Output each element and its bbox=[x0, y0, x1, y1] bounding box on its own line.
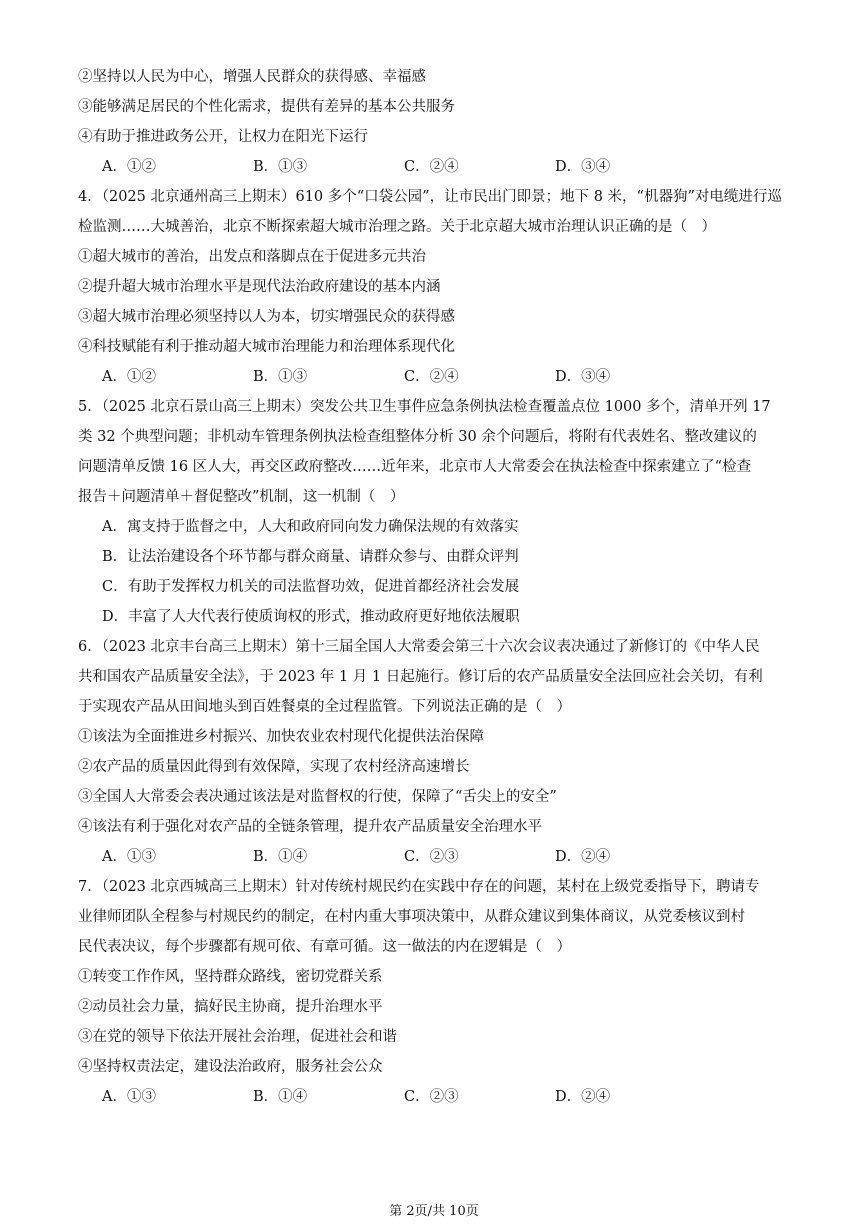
statement-item: ②坚持以人民为中心，增强人民群众的获得感、幸福感 bbox=[78, 69, 426, 85]
option-c[interactable]: C．有助于发挥权力机关的司法监督功效，促进首都经济社会发展 bbox=[102, 579, 520, 595]
question-5 bbox=[78, 392, 798, 632]
question-stem-line: 检监测……大城善治，北京不断探索超大城市治理之路。关于北京超大城市治理认识正确的是（ ） bbox=[78, 219, 716, 235]
question-stem-line: 7．（2023 北京西城高三上期末）针对传统村规民约在实践中存在的问题，某村在上级党委指导下，聘请专 bbox=[78, 879, 760, 895]
choice-a[interactable]: A．①② bbox=[102, 369, 156, 385]
statement-item: ①该法为全面推进乡村振兴、加快农业农村现代化提供法治保障 bbox=[78, 729, 484, 745]
choice-b[interactable]: B．①③ bbox=[253, 159, 308, 175]
statement-item: ②动员社会力量，搞好民主协商，提升治理水平 bbox=[78, 999, 383, 1015]
statement-item: ②提升超大城市治理水平是现代法治政府建设的基本内涵 bbox=[78, 279, 441, 295]
question-stem-line: 共和国农产品质量安全法》，于 2023 年 1 月 1 日起施行。修订后的农产品质量安全法回应社会关切，有利 bbox=[78, 669, 763, 685]
page-number: 第 2页/共 10页 bbox=[389, 1204, 479, 1219]
statement-item: ③在党的领导下依法开展社会治理，促进社会和谐 bbox=[78, 1029, 397, 1045]
question-stem-line: 业律师团队全程参与村规民约的制定，在村内重大事项决策中，从群众建议到集体商议，从党委核议到村 bbox=[78, 909, 745, 925]
question-stem-line: 于实现农产品从田间地头到百姓餐桌的全过程监管。下列说法正确的是（ ） bbox=[78, 699, 571, 715]
choice-a[interactable]: A．①③ bbox=[102, 1089, 156, 1105]
choice-c[interactable]: C．②③ bbox=[404, 1089, 459, 1105]
choice-d[interactable]: D．③④ bbox=[555, 369, 611, 385]
statement-item: ③能够满足居民的个性化需求，提供有差异的基本公共服务 bbox=[78, 99, 455, 115]
choice-c[interactable]: C．②④ bbox=[404, 159, 459, 175]
option-b[interactable]: B．让法治建设各个环节都与群众商量、请群众参与、由群众评判 bbox=[102, 549, 519, 565]
choice-a[interactable]: A．①③ bbox=[102, 849, 156, 865]
choice-d[interactable]: D．③④ bbox=[555, 159, 611, 175]
choice-d[interactable]: D．②④ bbox=[555, 1089, 611, 1105]
option-d[interactable]: D．丰富了人大代表行使质询权的形式，推动政府更好地依法履职 bbox=[102, 609, 520, 625]
statement-item: ③超大城市治理必须坚持以人为本，切实增强民众的获得感 bbox=[78, 309, 455, 325]
question-stem-line: 4．（2025 北京通州高三上期末）610 多个“口袋公园”，让市民出门即景；地下 8 米，“机器狗”对电缆进行巡 bbox=[78, 189, 782, 205]
statement-item: ①转变工作作风，坚持群众路线，密切党群关系 bbox=[78, 969, 383, 985]
question-stem-line: 6．（2023 北京丰台高三上期末）第十三届全国人大常委会第三十六次会议表决通过了新修订的《中华人民 bbox=[78, 639, 760, 655]
question-stem-line: 类 32 个典型问题；非机动车管理条例执法检查组整体分析 30 余个问题后，将附有代表姓名、整改建议的 bbox=[78, 429, 757, 445]
question-6 bbox=[78, 632, 798, 872]
choice-c[interactable]: C．②③ bbox=[404, 849, 459, 865]
question-stem-line: 报告＋问题清单＋督促整改”机制，这一机制（ ） bbox=[78, 489, 405, 505]
choice-c[interactable]: C．②④ bbox=[404, 369, 459, 385]
page-content bbox=[78, 62, 798, 1112]
choice-b[interactable]: B．①④ bbox=[253, 849, 308, 865]
question-stem-line: 民代表决议，每个步骤都有规可依、有章可循。这一做法的内在逻辑是（ ） bbox=[78, 939, 571, 955]
statement-item: ④科技赋能有利于推动超大城市治理能力和治理体系现代化 bbox=[78, 339, 455, 355]
choice-a[interactable]: A．①② bbox=[102, 159, 156, 175]
question-4 bbox=[78, 182, 798, 392]
statement-item: ④该法有利于强化对农产品的全链条管理，提升农产品质量安全治理水平 bbox=[78, 819, 542, 835]
question-3-tail bbox=[78, 62, 798, 182]
answer-choices bbox=[78, 362, 798, 392]
choice-b[interactable]: B．①④ bbox=[253, 1089, 308, 1105]
choice-d[interactable]: D．②④ bbox=[555, 849, 611, 865]
answer-choices bbox=[78, 842, 798, 872]
answer-choices bbox=[78, 1082, 798, 1112]
statement-item: ②农产品的质量因此得到有效保障，实现了农村经济高速增长 bbox=[78, 759, 470, 775]
choice-b[interactable]: B．①③ bbox=[253, 369, 308, 385]
statement-item: ①超大城市的善治，出发点和落脚点在于促进多元共治 bbox=[78, 249, 426, 265]
option-a[interactable]: A．寓支持于监督之中，人大和政府同向发力确保法规的有效落实 bbox=[102, 519, 519, 535]
question-stem-line: 5．（2025 北京石景山高三上期末）突发公共卫生事件应急条例执法检查覆盖点位 1000 多个，清单开列 17 bbox=[78, 399, 771, 415]
statement-item: ④坚持权责法定，建设法治政府，服务社会公众 bbox=[78, 1059, 383, 1075]
question-7 bbox=[78, 872, 798, 1112]
question-stem-line: 问题清单反馈 16 区人大，再交区政府整改……近年来，北京市人大常委会在执法检查中探索建立了“检查 bbox=[78, 459, 752, 475]
answer-choices bbox=[78, 152, 798, 182]
statement-item: ③全国人大常委会表决通过该法是对监督权的行使，保障了“舌尖上的安全” bbox=[78, 789, 557, 805]
statement-item: ④有助于推进政务公开，让权力在阳光下运行 bbox=[78, 129, 368, 145]
